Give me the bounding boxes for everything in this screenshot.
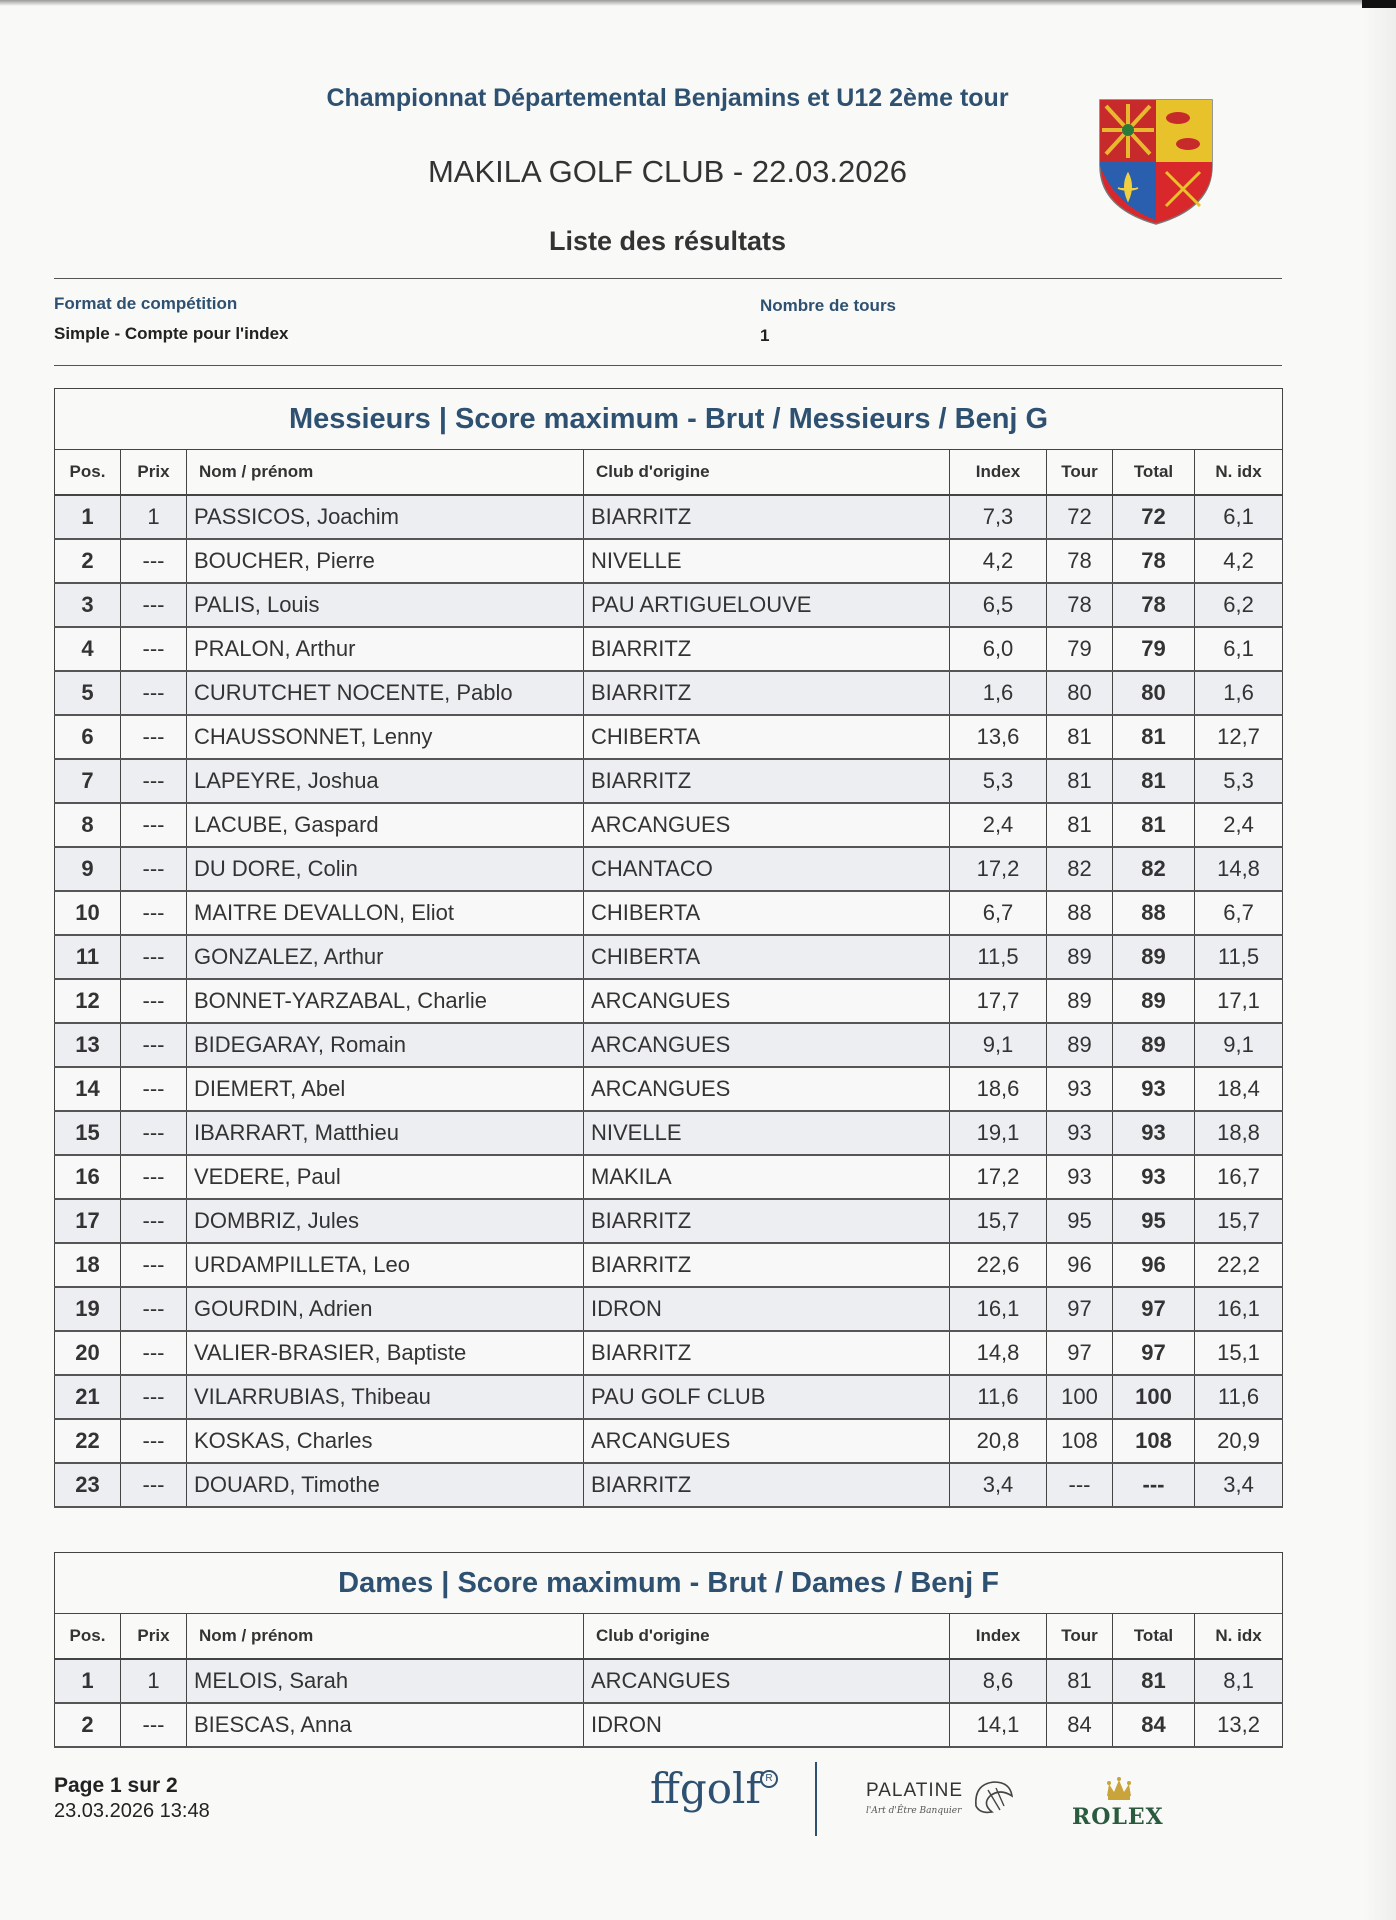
col-header-index: Index <box>950 1614 1047 1660</box>
new-index: 6,7 <box>1195 891 1283 935</box>
new-index: 6,1 <box>1195 495 1283 539</box>
total-score: 72 <box>1113 495 1195 539</box>
index-value: 2,4 <box>950 803 1047 847</box>
col-header-nidx: N. idx <box>1195 450 1283 496</box>
index-value: 4,2 <box>950 539 1047 583</box>
prix-cell: --- <box>121 1331 187 1375</box>
table-row <box>55 803 1283 847</box>
table-row <box>55 759 1283 803</box>
index-value: 11,6 <box>950 1375 1047 1419</box>
total-score: 81 <box>1113 1659 1195 1703</box>
player-name: BIESCAS, Anna <box>187 1703 584 1747</box>
pos-cell: 2 <box>55 1703 121 1747</box>
results-table-messieurs <box>54 388 1283 1508</box>
tour-score: 81 <box>1047 1659 1113 1703</box>
prix-cell: --- <box>121 1703 187 1747</box>
total-score: 93 <box>1113 1155 1195 1199</box>
total-score: 97 <box>1113 1331 1195 1375</box>
pos-cell: 19 <box>55 1287 121 1331</box>
index-value: 8,6 <box>950 1659 1047 1703</box>
table-row <box>55 1199 1283 1243</box>
new-index: 8,1 <box>1195 1659 1283 1703</box>
footer-separator <box>815 1762 817 1836</box>
pos-cell: 15 <box>55 1111 121 1155</box>
print-timestamp: 23.03.2026 13:48 <box>54 1800 210 1822</box>
tour-score: 72 <box>1047 495 1113 539</box>
new-index: 18,8 <box>1195 1111 1283 1155</box>
pos-cell: 6 <box>55 715 121 759</box>
player-name: DIEMERT, Abel <box>187 1067 584 1111</box>
club-name: BIARRITZ <box>584 495 950 539</box>
index-value: 6,5 <box>950 583 1047 627</box>
club-name: ARCANGUES <box>584 1419 950 1463</box>
total-score: 96 <box>1113 1243 1195 1287</box>
palatine-tagline: l'Art d'Être Banquier <box>866 1806 962 1816</box>
player-name: DOUARD, Timothe <box>187 1463 584 1507</box>
table-row <box>55 1067 1283 1111</box>
player-name: PALIS, Louis <box>187 583 584 627</box>
new-index: 17,1 <box>1195 979 1283 1023</box>
table-row <box>55 671 1283 715</box>
new-index: 15,7 <box>1195 1199 1283 1243</box>
col-header-club: Club d'origine <box>584 1614 950 1660</box>
col-header-tour: Tour <box>1047 450 1113 496</box>
index-value: 18,6 <box>950 1067 1047 1111</box>
new-index: 3,4 <box>1195 1463 1283 1507</box>
table-row <box>55 979 1283 1023</box>
tour-score: 96 <box>1047 1243 1113 1287</box>
pos-cell: 16 <box>55 1155 121 1199</box>
col-header-club: Club d'origine <box>584 450 950 496</box>
player-name: CURUTCHET NOCENTE, Pablo <box>187 671 584 715</box>
index-value: 11,5 <box>950 935 1047 979</box>
tour-score: 78 <box>1047 539 1113 583</box>
table-row <box>55 891 1283 935</box>
tour-score: 89 <box>1047 935 1113 979</box>
total-score: 80 <box>1113 671 1195 715</box>
rounds-label: Nombre de tours <box>760 296 897 315</box>
ffgolf-logo: ffgolf <box>650 1764 761 1813</box>
total-score: 81 <box>1113 715 1195 759</box>
prix-cell: --- <box>121 1111 187 1155</box>
total-score: 108 <box>1113 1419 1195 1463</box>
new-index: 14,8 <box>1195 847 1283 891</box>
prix-cell: --- <box>121 847 187 891</box>
new-index: 16,1 <box>1195 1287 1283 1331</box>
pos-cell: 8 <box>55 803 121 847</box>
pos-cell: 1 <box>55 1659 121 1703</box>
rounds-value: 1 <box>760 326 770 345</box>
pos-cell: 7 <box>55 759 121 803</box>
tour-score: 97 <box>1047 1287 1113 1331</box>
club-name: CHIBERTA <box>584 715 950 759</box>
tour-score: 95 <box>1047 1199 1113 1243</box>
rolex-logo: ROLEX <box>1072 1804 1164 1830</box>
total-score: 95 <box>1113 1199 1195 1243</box>
prix-cell: --- <box>121 935 187 979</box>
new-index: 22,2 <box>1195 1243 1283 1287</box>
tour-score: 80 <box>1047 671 1113 715</box>
table-row <box>55 1419 1283 1463</box>
coat-of-arms-icon <box>1096 96 1216 228</box>
list-title: Liste des résultats <box>548 226 787 256</box>
total-score: 97 <box>1113 1287 1195 1331</box>
total-score: 100 <box>1113 1375 1195 1419</box>
player-name: GOURDIN, Adrien <box>187 1287 584 1331</box>
player-name: VILARRUBIAS, Thibeau <box>187 1375 584 1419</box>
total-score: 89 <box>1113 935 1195 979</box>
club-name: NIVELLE <box>584 539 950 583</box>
pos-cell: 5 <box>55 671 121 715</box>
player-name: IBARRART, Matthieu <box>187 1111 584 1155</box>
total-score: 84 <box>1113 1703 1195 1747</box>
total-score: 82 <box>1113 847 1195 891</box>
total-score: 89 <box>1113 1023 1195 1067</box>
table-row <box>55 1375 1283 1419</box>
prix-cell: --- <box>121 715 187 759</box>
index-value: 14,8 <box>950 1331 1047 1375</box>
table-row <box>55 495 1283 539</box>
club-name: NIVELLE <box>584 1111 950 1155</box>
table-row <box>55 847 1283 891</box>
prix-cell: 1 <box>121 1659 187 1703</box>
club-name: BIARRITZ <box>584 627 950 671</box>
table-row <box>55 1243 1283 1287</box>
player-name: BONNET-YARZABAL, Charlie <box>187 979 584 1023</box>
pos-cell: 11 <box>55 935 121 979</box>
club-name: BIARRITZ <box>584 1463 950 1507</box>
total-score: 88 <box>1113 891 1195 935</box>
player-name: MAITRE DEVALLON, Eliot <box>187 891 584 935</box>
tour-score: 93 <box>1047 1067 1113 1111</box>
results-table-dames <box>54 1552 1283 1748</box>
total-score: 93 <box>1113 1111 1195 1155</box>
header-rule <box>54 278 1282 279</box>
player-name: BIDEGARAY, Romain <box>187 1023 584 1067</box>
pos-cell: 22 <box>55 1419 121 1463</box>
index-value: 14,1 <box>950 1703 1047 1747</box>
club-name: MAKILA <box>584 1155 950 1199</box>
format-label: Format de compétition <box>54 294 238 313</box>
player-name: DOMBRIZ, Jules <box>187 1199 584 1243</box>
index-value: 17,2 <box>950 847 1047 891</box>
table-row <box>55 1155 1283 1199</box>
index-value: 15,7 <box>950 1199 1047 1243</box>
club-name: BIARRITZ <box>584 671 950 715</box>
club-name: PAU ARTIGUELOUVE <box>584 583 950 627</box>
pos-cell: 3 <box>55 583 121 627</box>
rolex-crown-icon <box>1104 1776 1134 1802</box>
player-name: PRALON, Arthur <box>187 627 584 671</box>
club-name: CHIBERTA <box>584 935 950 979</box>
player-name: BOUCHER, Pierre <box>187 539 584 583</box>
club-name: ARCANGUES <box>584 979 950 1023</box>
prix-cell: --- <box>121 1067 187 1111</box>
table-caption: Messieurs | Score maximum - Brut / Messieurs / Benj G <box>55 389 1283 450</box>
total-score: 81 <box>1113 803 1195 847</box>
pos-cell: 2 <box>55 539 121 583</box>
col-header-nidx: N. idx <box>1195 1614 1283 1660</box>
prix-cell: --- <box>121 803 187 847</box>
new-index: 18,4 <box>1195 1067 1283 1111</box>
col-header-index: Index <box>950 450 1047 496</box>
new-index: 4,2 <box>1195 539 1283 583</box>
prix-cell: --- <box>121 1243 187 1287</box>
player-name: VALIER-BRASIER, Baptiste <box>187 1331 584 1375</box>
prix-cell: --- <box>121 1023 187 1067</box>
pos-cell: 10 <box>55 891 121 935</box>
player-name: CHAUSSONNET, Lenny <box>187 715 584 759</box>
prix-cell: --- <box>121 539 187 583</box>
col-header-total: Total <box>1113 450 1195 496</box>
new-index: 16,7 <box>1195 1155 1283 1199</box>
table-row <box>55 539 1283 583</box>
table-row <box>55 1023 1283 1067</box>
prix-cell: --- <box>121 583 187 627</box>
club-name: CHIBERTA <box>584 891 950 935</box>
club-name: IDRON <box>584 1287 950 1331</box>
pos-cell: 14 <box>55 1067 121 1111</box>
prix-cell: --- <box>121 627 187 671</box>
index-value: 17,7 <box>950 979 1047 1023</box>
prix-cell: --- <box>121 1287 187 1331</box>
club-name: BIARRITZ <box>584 759 950 803</box>
tour-score: 97 <box>1047 1331 1113 1375</box>
prix-cell: --- <box>121 1375 187 1419</box>
index-value: 3,4 <box>950 1463 1047 1507</box>
palatine-logo: PALATINE <box>866 1780 964 1801</box>
new-index: 12,7 <box>1195 715 1283 759</box>
tour-score: 81 <box>1047 759 1113 803</box>
player-name: LACUBE, Gaspard <box>187 803 584 847</box>
index-value: 5,3 <box>950 759 1047 803</box>
tour-score: 88 <box>1047 891 1113 935</box>
total-score: 89 <box>1113 979 1195 1023</box>
pos-cell: 1 <box>55 495 121 539</box>
col-header-pos: Pos. <box>55 1614 121 1660</box>
pos-cell: 12 <box>55 979 121 1023</box>
total-score: 93 <box>1113 1067 1195 1111</box>
player-name: PASSICOS, Joachim <box>187 495 584 539</box>
club-name: BIARRITZ <box>584 1199 950 1243</box>
tour-score: 93 <box>1047 1111 1113 1155</box>
index-value: 19,1 <box>950 1111 1047 1155</box>
table-row <box>55 715 1283 759</box>
pos-cell: 9 <box>55 847 121 891</box>
new-index: 1,6 <box>1195 671 1283 715</box>
index-value: 20,8 <box>950 1419 1047 1463</box>
club-name: ARCANGUES <box>584 1023 950 1067</box>
total-score: 79 <box>1113 627 1195 671</box>
scan-edge <box>0 0 1396 6</box>
table-row <box>55 583 1283 627</box>
new-index: 15,1 <box>1195 1331 1283 1375</box>
club-name: CHANTACO <box>584 847 950 891</box>
col-header-pos: Pos. <box>55 450 121 496</box>
total-score: 78 <box>1113 539 1195 583</box>
tour-score: --- <box>1047 1463 1113 1507</box>
table-row <box>55 1331 1283 1375</box>
col-header-name: Nom / prénom <box>187 1614 584 1660</box>
page-number: Page 1 sur 2 <box>54 1774 178 1797</box>
prix-cell: --- <box>121 979 187 1023</box>
tour-score: 100 <box>1047 1375 1113 1419</box>
total-score: --- <box>1113 1463 1195 1507</box>
new-index: 20,9 <box>1195 1419 1283 1463</box>
pos-cell: 18 <box>55 1243 121 1287</box>
player-name: KOSKAS, Charles <box>187 1419 584 1463</box>
table-row <box>55 1703 1283 1747</box>
venue-date-title: MAKILA GOLF CLUB - 22.03.2026 <box>427 154 908 189</box>
tour-score: 81 <box>1047 715 1113 759</box>
tour-score: 78 <box>1047 583 1113 627</box>
tour-score: 81 <box>1047 803 1113 847</box>
new-index: 6,2 <box>1195 583 1283 627</box>
player-name: VEDERE, Paul <box>187 1155 584 1199</box>
table-row <box>55 1463 1283 1507</box>
new-index: 11,5 <box>1195 935 1283 979</box>
prix-cell: 1 <box>121 495 187 539</box>
pos-cell: 17 <box>55 1199 121 1243</box>
new-index: 11,6 <box>1195 1375 1283 1419</box>
index-value: 22,6 <box>950 1243 1047 1287</box>
player-name: LAPEYRE, Joshua <box>187 759 584 803</box>
index-value: 9,1 <box>950 1023 1047 1067</box>
club-name: PAU GOLF CLUB <box>584 1375 950 1419</box>
new-index: 6,1 <box>1195 627 1283 671</box>
tour-score: 89 <box>1047 1023 1113 1067</box>
club-name: IDRON <box>584 1703 950 1747</box>
tour-score: 93 <box>1047 1155 1113 1199</box>
club-name: ARCANGUES <box>584 1067 950 1111</box>
registered-icon: R <box>760 1770 778 1788</box>
new-index: 9,1 <box>1195 1023 1283 1067</box>
scan-corner <box>1362 0 1396 8</box>
index-value: 7,3 <box>950 495 1047 539</box>
col-header-name: Nom / prénom <box>187 450 584 496</box>
prix-cell: --- <box>121 1463 187 1507</box>
index-value: 13,6 <box>950 715 1047 759</box>
index-value: 1,6 <box>950 671 1047 715</box>
tour-score: 108 <box>1047 1419 1113 1463</box>
tour-score: 89 <box>1047 979 1113 1023</box>
total-score: 81 <box>1113 759 1195 803</box>
table-row <box>55 935 1283 979</box>
prix-cell: --- <box>121 1419 187 1463</box>
format-value: Simple - Compte pour l'index <box>54 324 289 343</box>
pos-cell: 4 <box>55 627 121 671</box>
index-value: 17,2 <box>950 1155 1047 1199</box>
pos-cell: 21 <box>55 1375 121 1419</box>
tour-score: 82 <box>1047 847 1113 891</box>
table-row <box>55 627 1283 671</box>
index-value: 6,0 <box>950 627 1047 671</box>
pos-cell: 23 <box>55 1463 121 1507</box>
player-name: DU DORE, Colin <box>187 847 584 891</box>
player-name: GONZALEZ, Arthur <box>187 935 584 979</box>
tour-score: 84 <box>1047 1703 1113 1747</box>
club-name: ARCANGUES <box>584 1659 950 1703</box>
total-score: 78 <box>1113 583 1195 627</box>
col-header-total: Total <box>1113 1614 1195 1660</box>
col-header-prix: Prix <box>121 450 187 496</box>
table-row <box>55 1111 1283 1155</box>
club-name: ARCANGUES <box>584 803 950 847</box>
table-row <box>55 1659 1283 1703</box>
competition-title: Championnat Départemental Benjamins et U12 2ème tour <box>326 84 1009 112</box>
new-index: 2,4 <box>1195 803 1283 847</box>
pos-cell: 13 <box>55 1023 121 1067</box>
prix-cell: --- <box>121 671 187 715</box>
prix-cell: --- <box>121 891 187 935</box>
prix-cell: --- <box>121 1199 187 1243</box>
table-row <box>55 1287 1283 1331</box>
col-header-tour: Tour <box>1047 1614 1113 1660</box>
new-index: 13,2 <box>1195 1703 1283 1747</box>
tour-score: 79 <box>1047 627 1113 671</box>
new-index: 5,3 <box>1195 759 1283 803</box>
scan-right-edge <box>1362 0 1396 1920</box>
prix-cell: --- <box>121 759 187 803</box>
table-caption: Dames | Score maximum - Brut / Dames / Benj F <box>55 1553 1283 1614</box>
player-name: URDAMPILLETA, Leo <box>187 1243 584 1287</box>
club-name: BIARRITZ <box>584 1331 950 1375</box>
prix-cell: --- <box>121 1155 187 1199</box>
index-value: 6,7 <box>950 891 1047 935</box>
player-name: MELOIS, Sarah <box>187 1659 584 1703</box>
index-value: 16,1 <box>950 1287 1047 1331</box>
club-name: BIARRITZ <box>584 1243 950 1287</box>
palatine-emblem-icon <box>970 1776 1016 1818</box>
pos-cell: 20 <box>55 1331 121 1375</box>
col-header-prix: Prix <box>121 1614 187 1660</box>
meta-rule <box>54 365 1282 366</box>
